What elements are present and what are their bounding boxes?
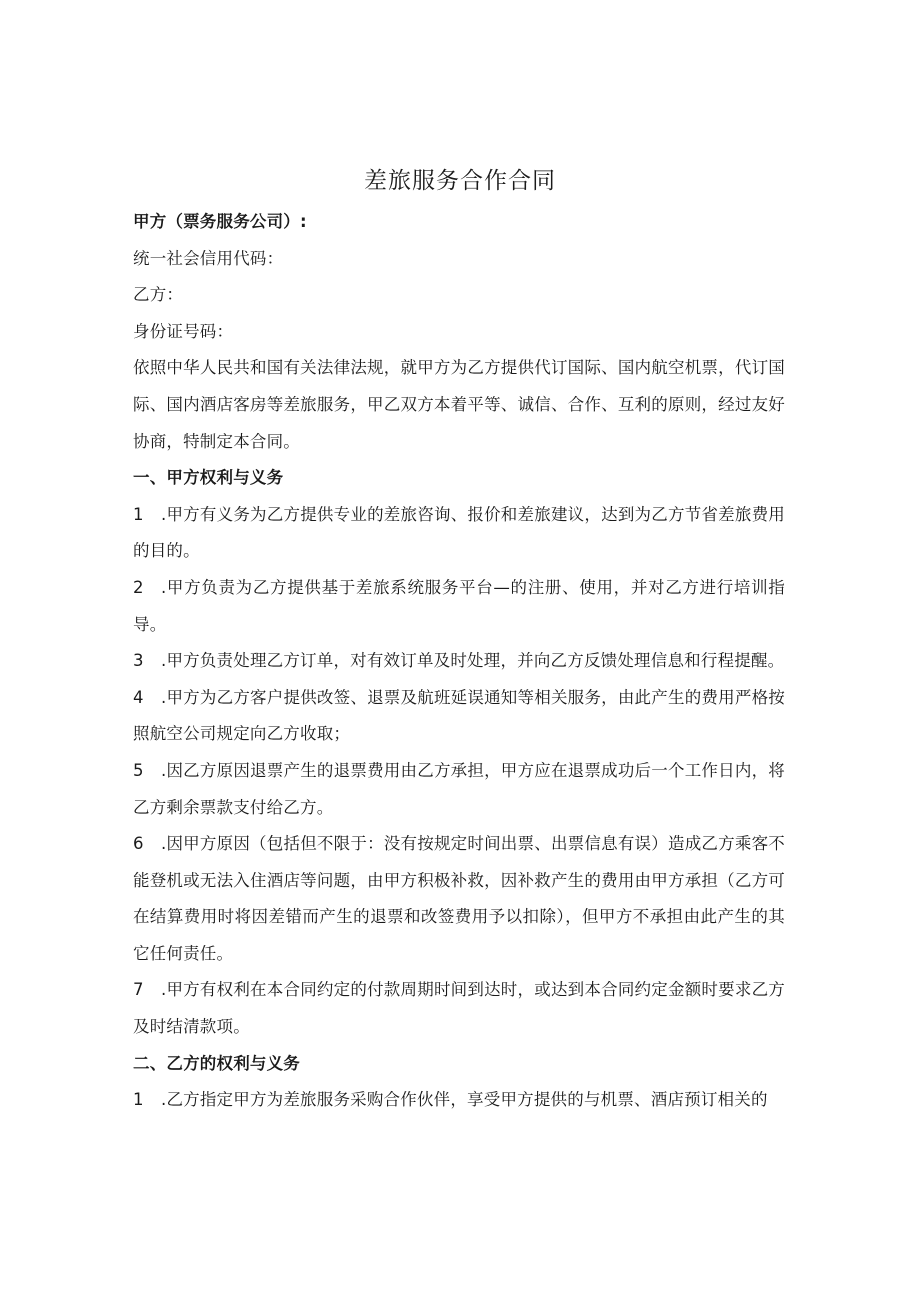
- clause-item: [133, 680, 785, 753]
- clause-item: [133, 972, 785, 1045]
- clause-number: 1: [133, 1090, 144, 1110]
- clause-number: 2: [133, 577, 144, 597]
- credit-code-line: 统一社会信用代码：: [133, 248, 284, 268]
- clause-number: 5: [133, 760, 144, 780]
- clause-item: [133, 826, 785, 972]
- clause-number: 1: [133, 504, 144, 524]
- clause-text: .甲方有权利在本合同约定的付款周期时间到达时，或达到本合同约定金额时要求乙方及时结清款项。: [133, 980, 785, 1037]
- clause-text: .因乙方原因退票产生的退票费用由乙方承担，甲方应在退票成功后一个工作日内，将乙方剩余票款支付给乙方。: [133, 760, 785, 817]
- clause-item: [133, 643, 785, 680]
- document-body: [133, 204, 785, 1119]
- clause-text: .甲方负责为乙方提供基于差旅系统服务平台—的注册、使用，并对乙方进行培训指导。: [133, 577, 785, 634]
- clause-text: .因甲方原因（包括但不限于：没有按规定时间出票、出票信息有误）造成乙方乘客不能登机或无法入住酒店等问题，由甲方积极补救，因补救产生的费用由甲方承担（乙方可在结算费用时将因差错而产生的退票和改签费用予以扣除），但甲方不承担由此产生的其它任何责任。: [133, 834, 785, 963]
- id-number-line: 身份证号码：: [133, 321, 234, 341]
- party-b-line: 乙方：: [133, 285, 184, 305]
- clause-text: .乙方指定甲方为差旅服务采购合作伙伴，享受甲方提供的与机票、酒店预订相关的: [161, 1090, 768, 1110]
- clause-text: .甲方有义务为乙方提供专业的差旅咨询、报价和差旅建议，达到为乙方节省差旅费用的目的。: [133, 504, 785, 561]
- clause-number: 6: [133, 834, 144, 854]
- clause-number: 4: [133, 687, 144, 707]
- clause-text: .甲方负责处理乙方订单，对有效订单及时处理，并向乙方反馈处理信息和行程提醒。: [161, 651, 785, 671]
- clause-number: 7: [133, 980, 144, 1000]
- party-a-line: 甲方（票务服务公司）:: [133, 212, 307, 231]
- preamble-paragraph: 依照中华人民共和国有关法律法规，就甲方为乙方提供代订国际、国内航空机票，代订国际、国内酒店客房等差旅服务，甲乙双方本着平等、诚信、合作、互利的原则，经过友好协商，特制定本合同。: [133, 358, 785, 451]
- clause-item: [133, 497, 785, 570]
- clause-number: 3: [133, 651, 144, 671]
- clause-item: [133, 753, 785, 826]
- clause-item: [133, 1082, 785, 1119]
- document-title: 差旅服务合作合同: [364, 168, 556, 194]
- section-heading-party-b: 二、乙方的权利与义务: [133, 1053, 300, 1073]
- clause-item: [133, 570, 785, 643]
- clause-text: .甲方为乙方客户提供改签、退票及航班延误通知等相关服务，由此产生的费用严格按照航空公司规定向乙方收取；: [133, 687, 785, 744]
- section-heading-party-a: 一、甲方权利与义务: [133, 468, 284, 488]
